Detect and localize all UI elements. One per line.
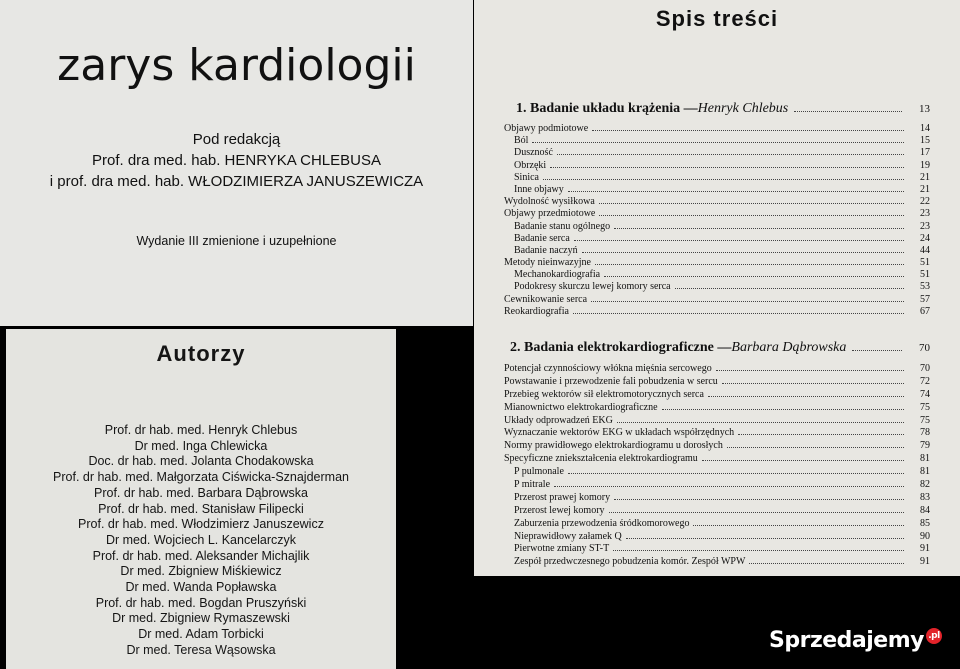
toc-entry-page: 70 bbox=[920, 363, 930, 374]
toc-entry-label: Pierwotne zmiany ST-T bbox=[514, 543, 610, 555]
leader-dots bbox=[574, 232, 904, 241]
toc-entry-label: Nieprawidłowy załamek Q bbox=[514, 530, 622, 542]
toc-entry-page: 21 bbox=[920, 183, 930, 195]
toc-entry-page: 75 bbox=[920, 414, 930, 426]
edition-note: Wydanie III zmienione i uzupełnione bbox=[136, 234, 337, 248]
toc-entry-label: Wyznaczanie wektorów EKG w układach współrzędnych bbox=[504, 427, 735, 439]
leader-dots bbox=[675, 280, 904, 289]
book-title: zarys kardiologii bbox=[57, 40, 416, 91]
chapter-2-entries bbox=[504, 362, 930, 568]
toc-entry-page: 44 bbox=[920, 244, 930, 256]
toc-entry bbox=[504, 452, 930, 465]
toc-heading: Spis treści bbox=[655, 6, 779, 31]
leader-dots bbox=[532, 134, 904, 143]
toc-entry-page: 91 bbox=[920, 543, 930, 555]
chapter-1-author: Henryk Chlebus bbox=[697, 101, 789, 116]
toc-entry-page: 84 bbox=[920, 504, 930, 516]
toc-entry bbox=[504, 293, 930, 305]
chapter-1-entries bbox=[504, 122, 930, 317]
edited-by-label: Pod redakcją bbox=[192, 131, 281, 148]
chapter-1-title: 1. Badanie układu krążenia — bbox=[516, 101, 698, 116]
toc-entry-page: 23 bbox=[920, 208, 930, 220]
toc-entry-page: 90 bbox=[920, 530, 930, 542]
toc-entry-label: Podokresy skurczu lewej komory serca bbox=[514, 281, 671, 293]
toc-entry-label: Przerost prawej komory bbox=[514, 491, 611, 503]
leader-dots bbox=[568, 465, 904, 474]
watermark-text: Sprzedajemy bbox=[769, 628, 924, 653]
toc-entry bbox=[504, 171, 930, 183]
title-page-panel bbox=[0, 0, 473, 326]
author-name: Prof. dr hab. med. Włodzimierz Januszewicz bbox=[78, 517, 324, 532]
toc-entry bbox=[504, 256, 930, 268]
toc-entry-page: 57 bbox=[920, 293, 930, 305]
toc-entry bbox=[504, 375, 930, 388]
watermark-badge: .pl bbox=[926, 628, 942, 644]
toc-entry-label: Przerost lewej komory bbox=[514, 504, 605, 516]
author-name: Prof. dr hab. med. Małgorzata Ciświcka-Sznajderman bbox=[53, 470, 349, 485]
author-name: Dr med. Zbigniew Miśkiewicz bbox=[120, 564, 282, 579]
chapter-2-author: Barbara Dąbrowska bbox=[731, 340, 847, 355]
leader-dots bbox=[573, 305, 904, 314]
leader-dots bbox=[617, 414, 904, 423]
leader-dots bbox=[599, 207, 904, 216]
toc-entry bbox=[504, 305, 930, 317]
toc-entry-label: Cewnikowanie serca bbox=[504, 293, 588, 305]
toc-entry-page: 72 bbox=[920, 375, 930, 387]
toc-entry bbox=[504, 491, 930, 504]
leader-dots bbox=[614, 491, 904, 500]
toc-entry-page: 79 bbox=[920, 440, 930, 452]
toc-entry-page: 51 bbox=[920, 269, 930, 281]
author-name: Dr med. Wojciech L. Kancelarczyk bbox=[105, 532, 297, 547]
leader-dots bbox=[794, 101, 902, 112]
chapter-2-title: 2. Badania elektrokardiograficzne — bbox=[510, 340, 732, 355]
toc-entry-label: Reokardiografia bbox=[504, 305, 569, 317]
toc-entry-page: 67 bbox=[920, 305, 930, 317]
toc-entry-page: 24 bbox=[920, 232, 930, 244]
toc-entry bbox=[504, 122, 930, 134]
author-name: Prof. dr hab. med. Aleksander Michajlik bbox=[92, 548, 310, 563]
toc-entry bbox=[504, 439, 930, 452]
toc-entry bbox=[504, 268, 930, 280]
toc-entry bbox=[504, 478, 930, 491]
toc-entry bbox=[504, 465, 930, 478]
toc-entry-page: 85 bbox=[920, 517, 930, 529]
toc-entry bbox=[504, 134, 930, 146]
toc-entry bbox=[504, 207, 930, 219]
leader-dots bbox=[599, 195, 904, 204]
toc-entry bbox=[504, 555, 930, 568]
toc-entry bbox=[504, 362, 930, 375]
toc-entry-page: 81 bbox=[920, 453, 930, 465]
toc-entry-page: 15 bbox=[920, 135, 930, 147]
toc-entry-page: 53 bbox=[920, 281, 930, 293]
toc-entry bbox=[504, 183, 930, 195]
leader-dots bbox=[582, 244, 904, 253]
toc-entry-page: 21 bbox=[920, 171, 930, 183]
toc-entry-page: 75 bbox=[920, 401, 930, 413]
toc-entry-page: 82 bbox=[920, 479, 930, 491]
toc-entry-label: Duszność bbox=[514, 147, 553, 159]
leader-dots bbox=[592, 122, 904, 131]
toc-entry-label: Sinica bbox=[514, 171, 539, 183]
toc-entry-page: 83 bbox=[920, 491, 930, 503]
toc-entry-label: Obrzęki bbox=[514, 159, 547, 171]
toc-entry-label: Wydolność wysiłkowa bbox=[504, 196, 595, 208]
author-name: Dr med. Zbigniew Rymaszewski bbox=[112, 611, 290, 626]
author-name: Dr med. Wanda Popławska bbox=[125, 580, 277, 595]
watermark-logo bbox=[769, 628, 942, 653]
leader-dots bbox=[716, 362, 904, 371]
toc-entry-label: Badanie naczyń bbox=[514, 244, 578, 256]
author-name: Prof. dr hab. med. Bogdan Pruszyński bbox=[95, 595, 307, 610]
authors-heading: Autorzy bbox=[156, 341, 246, 366]
toc-entry-page: 22 bbox=[920, 196, 930, 208]
toc-entry-label: Mianownictwo elektrokardiograficzne bbox=[504, 401, 658, 413]
toc-entry-page: 81 bbox=[920, 466, 930, 478]
toc-entry-label: Układy odprowadzeń EKG bbox=[504, 414, 613, 426]
leader-dots bbox=[738, 426, 904, 435]
toc-entry bbox=[504, 195, 930, 207]
author-name: Dr med. Teresa Wąsowska bbox=[126, 642, 276, 657]
leader-dots bbox=[693, 517, 904, 526]
toc-entry-label: Przebieg wektorów sił elektromotorycznych serca bbox=[504, 388, 704, 400]
leader-dots bbox=[550, 159, 904, 168]
leader-dots bbox=[591, 293, 904, 302]
toc-entry bbox=[504, 244, 930, 256]
leader-dots bbox=[614, 220, 904, 229]
chapter-1-page: 13 bbox=[919, 103, 930, 115]
toc-entry bbox=[504, 220, 930, 232]
toc-entry bbox=[504, 414, 930, 427]
author-name: Prof. dr hab. med. Henryk Chlebus bbox=[104, 423, 298, 437]
toc-entry bbox=[504, 426, 930, 439]
toc-entry-label: Objawy podmiotowe bbox=[504, 123, 589, 134]
toc-entry bbox=[504, 232, 930, 244]
toc-entry-label: Ból bbox=[514, 135, 529, 147]
leader-dots bbox=[604, 268, 904, 277]
toc-entry bbox=[504, 388, 930, 401]
toc-entry-label: Zespół przedwczesnego pobudzenia komór. Zespół WPW bbox=[514, 556, 746, 568]
leader-dots bbox=[609, 504, 904, 513]
leader-dots bbox=[568, 183, 904, 192]
toc-entry-page: 19 bbox=[920, 159, 930, 171]
toc-entry-label: Specyficzne zniekształcenia elektrokardiogramu bbox=[504, 453, 698, 465]
toc-entry-page: 74 bbox=[920, 388, 930, 400]
leader-dots bbox=[543, 171, 904, 180]
toc-entry-label: Badanie stanu ogólnego bbox=[514, 220, 611, 232]
toc-entry bbox=[504, 280, 930, 292]
toc-entry bbox=[504, 530, 930, 543]
toc-entry bbox=[504, 542, 930, 555]
leader-dots bbox=[662, 401, 904, 410]
leader-dots bbox=[702, 452, 904, 461]
toc-entry-label: Badanie serca bbox=[514, 232, 570, 244]
toc-panel bbox=[474, 0, 960, 576]
toc-entry-page: 91 bbox=[920, 556, 930, 568]
author-name: Dr med. Adam Torbicki bbox=[138, 627, 264, 642]
toc-entry-label: Objawy przedmiotowe bbox=[504, 208, 596, 220]
leader-dots bbox=[749, 555, 904, 564]
toc-entry-page: 17 bbox=[920, 147, 930, 159]
chapter-2-page: 70 bbox=[919, 342, 930, 354]
leader-dots bbox=[554, 478, 904, 487]
toc-entry bbox=[504, 401, 930, 414]
leader-dots bbox=[722, 375, 904, 384]
toc-entry-page: 78 bbox=[920, 427, 930, 439]
leader-dots bbox=[708, 388, 904, 397]
leader-dots bbox=[727, 439, 904, 448]
toc-entry-label: P mitrale bbox=[514, 479, 551, 491]
toc-entry-label: Potencjał czynnościowy włókna mięśnia sercowego bbox=[504, 363, 712, 374]
toc-entry-page: 23 bbox=[920, 220, 930, 232]
leader-dots bbox=[626, 530, 904, 539]
leader-dots bbox=[852, 340, 902, 351]
author-name: Prof. dr hab. med. Barbara Dąbrowska bbox=[94, 485, 308, 500]
toc-entry-page: 51 bbox=[920, 257, 930, 269]
toc-entry-page: 14 bbox=[920, 123, 930, 134]
author-name: Prof. dr hab. med. Stanisław Filipecki bbox=[98, 501, 304, 516]
toc-entry-label: Metody nieinwazyjne bbox=[504, 257, 591, 269]
toc-entry-label: Normy prawidłowego elektrokardiogramu u dorosłych bbox=[504, 440, 723, 452]
toc-entry-label: P pulmonale bbox=[514, 466, 564, 478]
toc-entry-label: Mechanokardiografia bbox=[514, 269, 601, 281]
authors-list bbox=[6, 423, 396, 659]
editor-2: i prof. dra med. hab. WŁODZIMIERZA JANUSZEWICZA bbox=[49, 173, 424, 190]
editor-1: Prof. dra med. hab. HENRYKA CHLEBUSA bbox=[91, 152, 381, 169]
chapter-2-heading bbox=[510, 340, 930, 356]
author-name: Doc. dr hab. med. Jolanta Chodakowska bbox=[88, 454, 314, 469]
toc-entry-label: Inne objawy bbox=[514, 183, 564, 195]
toc-entry-label: Powstawanie i przewodzenie fali pobudzenia w sercu bbox=[504, 375, 718, 387]
authors-panel bbox=[6, 329, 396, 669]
toc-entry bbox=[504, 504, 930, 517]
toc-entry bbox=[504, 517, 930, 530]
leader-dots bbox=[595, 256, 904, 265]
toc-entry bbox=[504, 146, 930, 158]
chapter-1-heading bbox=[516, 101, 930, 117]
leader-dots bbox=[613, 542, 904, 551]
toc-entry-label: Zaburzenia przewodzenia śródkomorowego bbox=[514, 517, 690, 529]
author-name: Dr med. Inga Chlewicka bbox=[134, 438, 268, 453]
leader-dots bbox=[557, 146, 904, 155]
toc-entry bbox=[504, 159, 930, 171]
